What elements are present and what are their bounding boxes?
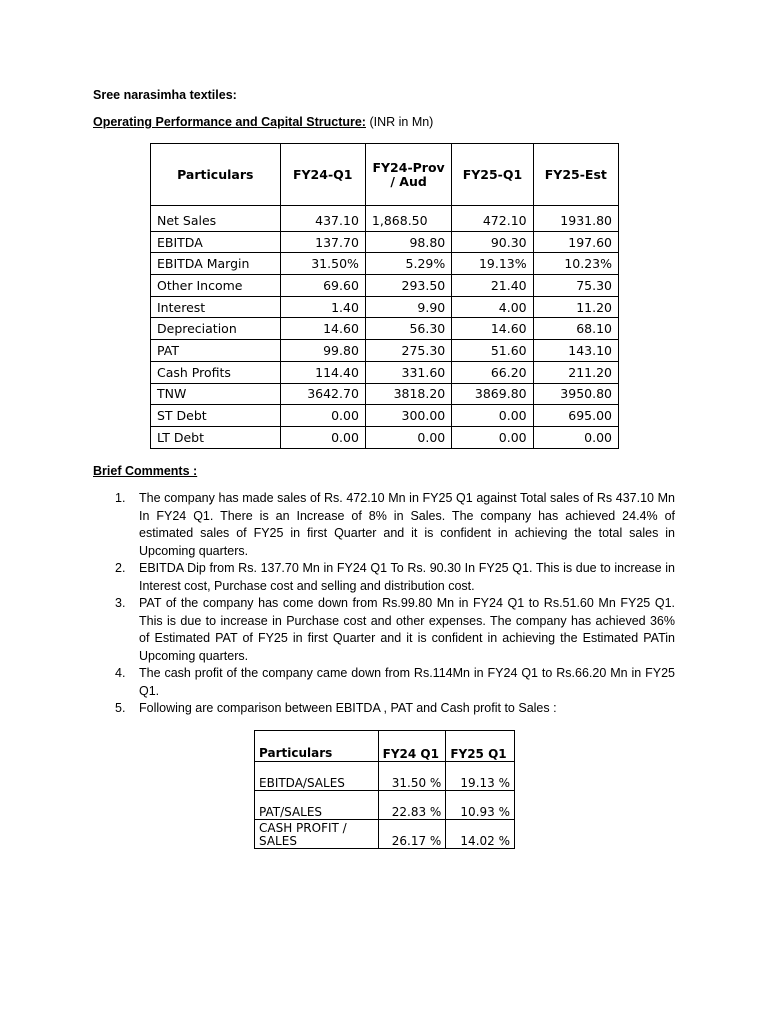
table-cell: 331.60 [365, 361, 451, 383]
table-cell: 0.00 [365, 426, 451, 448]
table-header-row [151, 144, 619, 206]
table-cell: 21.40 [452, 275, 533, 297]
header-cell: Particulars [151, 144, 281, 206]
table-cell: 51.60 [452, 340, 533, 362]
brief-comments-heading: Brief Comments : [93, 464, 198, 478]
table-cell: 1.40 [280, 296, 365, 318]
item-number: 1. [115, 491, 126, 505]
row-label: Depreciation [151, 318, 281, 340]
table-cell: 56.30 [365, 318, 451, 340]
table-cell: 26.17 % [378, 820, 446, 849]
table-cell: 14.60 [452, 318, 533, 340]
operating-performance-table [150, 143, 619, 449]
table-header-row [255, 731, 515, 762]
item-number: 5. [115, 701, 126, 715]
item-number: 4. [115, 666, 126, 680]
header-cell: FY25-Q1 [452, 144, 533, 206]
table-cell: 99.80 [280, 340, 365, 362]
table-cell: 3642.70 [280, 383, 365, 405]
table-row [255, 820, 515, 849]
table-cell: 14.60 [280, 318, 365, 340]
table-cell: 3818.20 [365, 383, 451, 405]
row-label: CASH PROFIT / SALES [255, 820, 379, 849]
header-cell: Particulars [255, 731, 379, 762]
row-label: Net Sales [151, 206, 281, 232]
table-row [151, 340, 619, 362]
item-text: Following are comparison between EBITDA , PAT and Cash profit to Sales : [139, 701, 557, 715]
list-item [93, 665, 675, 700]
table-cell: 300.00 [365, 405, 451, 427]
table-row [151, 206, 619, 232]
list-item [93, 490, 675, 560]
table-cell: 14.02 % [446, 820, 515, 849]
row-label: EBITDA Margin [151, 253, 281, 275]
table-cell: 4.00 [452, 296, 533, 318]
table-cell: 10.23% [533, 253, 618, 275]
row-label: Interest [151, 296, 281, 318]
table-row [255, 791, 515, 820]
company-title: Sree narasimha textiles: [93, 88, 237, 102]
table-cell: 90.30 [452, 231, 533, 253]
subtitle-bold: Operating Performance and Capital Structure: [93, 115, 366, 129]
row-label: PAT [151, 340, 281, 362]
table-cell: 3950.80 [533, 383, 618, 405]
header-cell: FY25 Q1 [446, 731, 515, 762]
item-text: EBITDA Dip from Rs. 137.70 Mn in FY24 Q1 To Rs. 90.30 In FY25 Q1. This is due to increase in Interest cost, Purchase cost and selling and distribution cost. [139, 561, 675, 593]
table-cell: 0.00 [452, 405, 533, 427]
table-cell: 10.93 % [446, 791, 515, 820]
table-cell: 137.70 [280, 231, 365, 253]
row-label: LT Debt [151, 426, 281, 448]
table-cell: 31.50% [280, 253, 365, 275]
header-cell: FY24-Q1 [280, 144, 365, 206]
subtitle-unit: (INR in Mn) [365, 115, 434, 129]
table-cell: 0.00 [280, 405, 365, 427]
table-row [151, 405, 619, 427]
list-item [93, 700, 675, 718]
item-number: 2. [115, 561, 126, 575]
item-text: The company has made sales of Rs. 472.10 Mn in FY25 Q1 against Total sales of Rs 437.10 Mn In FY24 Q1. There is an Increase of 8% in Sales. The company has achieved 24.4% of estimated sales of FY25 in first Quarter and it is confident in achieving the total sales in Upcoming quarters. [139, 491, 675, 558]
row-label: EBITDA [151, 231, 281, 253]
table-row [151, 383, 619, 405]
table-cell: 5.29% [365, 253, 451, 275]
row-label: Cash Profits [151, 361, 281, 383]
row-label: EBITDA/SALES [255, 762, 379, 791]
table-cell: 472.10 [452, 206, 533, 232]
table-cell: 114.40 [280, 361, 365, 383]
table-row [151, 296, 619, 318]
header-cell: FY24-Prov / Aud [365, 144, 451, 206]
table-cell: 1931.80 [533, 206, 618, 232]
table-cell: 22.83 % [378, 791, 446, 820]
table-cell: 69.60 [280, 275, 365, 297]
table-cell: 66.20 [452, 361, 533, 383]
table-cell: 197.60 [533, 231, 618, 253]
item-text: The cash profit of the company came down from Rs.114Mn in FY24 Q1 to Rs.66.20 Mn in FY25 Q1. [139, 666, 675, 698]
table-cell: 0.00 [452, 426, 533, 448]
row-label: PAT/SALES [255, 791, 379, 820]
list-item [93, 595, 675, 665]
table-cell: 19.13% [452, 253, 533, 275]
row-label: TNW [151, 383, 281, 405]
header-cell: FY25-Est [533, 144, 618, 206]
table-row [255, 762, 515, 791]
table-cell: 19.13 % [446, 762, 515, 791]
item-text: PAT of the company has come down from Rs.99.80 Mn in FY24 Q1 to Rs.51.60 Mn FY25 Q1. This is due to increase in Purchase cost and other expenses. The company has achieved 36% of Estimated PAT of FY25 in first Quarter and it is confident in achieving the Estimated PATin Upcoming quarters. [139, 596, 675, 663]
table-row [151, 231, 619, 253]
item-number: 3. [115, 596, 126, 610]
table-cell: 211.20 [533, 361, 618, 383]
row-label: Other Income [151, 275, 281, 297]
table-row [151, 275, 619, 297]
table-cell: 3869.80 [452, 383, 533, 405]
table-cell: 31.50 % [378, 762, 446, 791]
ratio-comparison-table [254, 730, 515, 849]
comments-list [93, 490, 675, 718]
table-cell: 9.90 [365, 296, 451, 318]
table-cell: 0.00 [533, 426, 618, 448]
table-cell: 1,868.50 [365, 206, 451, 232]
table-row [151, 318, 619, 340]
table-row [151, 253, 619, 275]
table-cell: 293.50 [365, 275, 451, 297]
table-row [151, 426, 619, 448]
table-cell: 75.30 [533, 275, 618, 297]
row-label: ST Debt [151, 405, 281, 427]
table-cell: 98.80 [365, 231, 451, 253]
table-cell: 275.30 [365, 340, 451, 362]
header-cell: FY24 Q1 [378, 731, 446, 762]
table-cell: 143.10 [533, 340, 618, 362]
table-cell: 11.20 [533, 296, 618, 318]
table-cell: 68.10 [533, 318, 618, 340]
list-item [93, 560, 675, 595]
table-row [151, 361, 619, 383]
table-cell: 695.00 [533, 405, 618, 427]
table-cell: 437.10 [280, 206, 365, 232]
table-cell: 0.00 [280, 426, 365, 448]
section-subtitle [93, 115, 433, 129]
